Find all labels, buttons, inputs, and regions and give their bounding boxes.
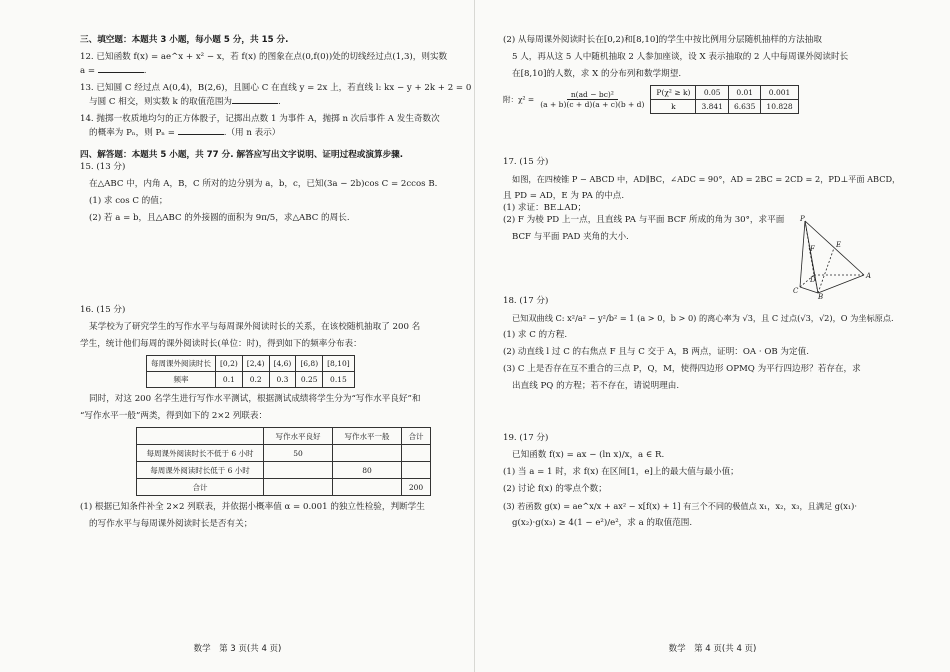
question-18-part-3a: (3) C 上是否存在互不重合的三点 P，Q，M，使得四边形 OPMQ 为平行四边形？若存在，求 <box>503 364 861 374</box>
question-19-part-2: (2) 讨论 f(x) 的零点个数； <box>503 484 607 494</box>
frequency-table-header <box>147 356 355 372</box>
section-solution-heading: 四、解答题：本题共 5 小题，共 77 分. 解答应写出文字说明、证明过程或演算步骤. <box>80 150 404 160</box>
chi-square-appendix <box>503 85 910 114</box>
ct-r1-0: 每周课外阅读时长不低于 6 小时 <box>137 445 264 462</box>
question-18-part-1: (1) 求 C 的方程. <box>503 330 568 340</box>
question-17-part-2b: BCF 与平面 PAD 夹角的大小. <box>512 232 629 242</box>
contingency-row-2 <box>137 462 431 479</box>
answer-blank-13[interactable] <box>232 94 278 104</box>
question-17-heading: 17. (15 分) <box>503 157 549 167</box>
ct-header-0 <box>137 428 264 445</box>
question-14-line-2: 的概率为 Pₙ，则 Pₙ = .（用 n 表示） <box>80 125 459 139</box>
ct-r1-3 <box>402 445 431 462</box>
question-16-stem-4: “写作水平一般”两类，得到如下的 2×2 列联表： <box>80 411 268 421</box>
fig-label-B: B <box>818 293 824 300</box>
question-17-stem-2: 且 PD = AD，E 为 PA 的中点. <box>503 191 625 201</box>
question-18-part-3b: 出直线 PQ 的方程；若不存在，请说明理由. <box>512 381 680 391</box>
contingency-table <box>136 427 431 496</box>
question-16-part-1a: (1) 根据已知条件补全 2×2 列联表，并依据小概率值 α = 0.001 的独立性检验，判断学生 <box>80 502 425 512</box>
crit-r-1: 3.841 <box>696 100 728 114</box>
frequency-table <box>146 355 355 388</box>
crit-h-3: 0.001 <box>761 86 798 100</box>
segment-BE <box>818 248 834 293</box>
question-16-part-1b: 的写作水平与每周课外阅读时长是否有关； <box>89 519 253 529</box>
question-16-stem-1: 某学校为了研究学生的写作水平与每周课外阅读时长的关系，在该校随机抽取了 200 名 <box>89 322 421 332</box>
question-18-stem: 已知双曲线 C: x²/a² − y²/b² = 1 (a > 0，b > 0) 的离心率为 √3，且 C 过点(√3，√2)，O 为坐标原点. <box>512 313 894 323</box>
fig-label-F: F <box>810 245 815 253</box>
contingency-row-1 <box>137 445 431 462</box>
question-16-part-2a: (2) 从每周课外阅读时长在[0,2)和[8,10]的学生中按比例用分层随机抽样的方法抽取 <box>503 35 822 45</box>
contingency-row-total <box>137 479 431 496</box>
question-16-stem-3: 同时，对这 200 名学生进行写作水平测试，根据测试成绩将学生分为“写作水平良好”和 <box>89 394 421 404</box>
page-3-footer: 数学 第 3 页(共 4 页) <box>193 644 282 654</box>
edge-CB <box>800 287 818 293</box>
freq-cell-2: 0.2 <box>242 372 269 388</box>
question-15-heading: 15. (13 分) <box>80 162 126 172</box>
formula-denominator: (a + b)(c + d)(a + c)(b + d) <box>540 100 645 109</box>
ct-r2-3 <box>402 462 431 479</box>
ct-r1-2 <box>333 445 402 462</box>
fig-label-P: P <box>800 215 805 223</box>
freq-header-5: [8,10] <box>323 356 355 372</box>
question-19-heading: 19. (17 分) <box>503 433 549 443</box>
question-16-heading: 16. (15 分) <box>80 305 126 315</box>
crit-r-3: 10.828 <box>761 100 798 114</box>
question-17-part-1: (1) 求证：BE⊥AD； <box>503 203 587 213</box>
freq-header-4: [6,8) <box>296 356 323 372</box>
ct-r2-2: 80 <box>333 462 402 479</box>
question-15-stem: 在△ABC 中，内角 A，B，C 所对的边分别为 a，b，c，已知(3a − 2b)cos C = 2ccos B. <box>89 179 438 189</box>
question-15-part-1: (1) 求 cos C 的值； <box>89 196 168 206</box>
question-15-part-2: (2) 若 a = b，且△ABC 的外接圆的面积为 9π/5，求△ABC 的周长. <box>89 213 350 223</box>
question-19-part-1: (1) 当 a = 1 时，求 f(x) 在区间[1，e]上的最大值与最小值； <box>503 467 739 477</box>
question-19-stem: 已知函数 f(x) = ax − (ln x)/x，a ∈ R. <box>512 450 665 460</box>
formula-numerator: n(ad − bc)² <box>567 90 618 100</box>
question-19-part-3a: (3) 若函数 g(x) = ae^x/x + ax² − x[f(x) + 1] 有三个不同的极值点 x₁，x₂，x₃，且满足 g(x₁)· <box>503 501 857 511</box>
ct-header-2: 写作水平一般 <box>333 428 402 445</box>
question-18-part-2: (2) 动直线 l 过 C 的右焦点 F 且与 C 交于 A，B 两点，证明：OA · OB 为定值. <box>503 347 809 357</box>
ct-r1-1: 50 <box>264 445 333 462</box>
answer-blank-14[interactable] <box>178 125 224 135</box>
question-17-stem-1: 如图，在四棱锥 P − ABCD 中，AD∥BC，∠ADC = 90°，AD = 2BC = 2CD = 2，PD⊥平面 ABCD， <box>512 174 901 184</box>
ct-r3-2 <box>333 479 402 496</box>
question-19-part-3b: g(x₂)·g(x₃) ≥ 4(1 − e²)/e²，求 a 的取值范围. <box>512 518 693 528</box>
question-18-heading: 18. (17 分) <box>503 296 549 306</box>
chi-square-formula <box>540 90 644 109</box>
ct-r3-0: 合计 <box>137 479 264 496</box>
crit-r-2: 6.635 <box>728 100 760 114</box>
freq-cell-4: 0.25 <box>296 372 323 388</box>
crit-h-2: 0.01 <box>728 86 760 100</box>
freq-header-2: [2,4) <box>242 356 269 372</box>
ct-r3-3: 200 <box>402 479 431 496</box>
question-16-stem-2: 学生，统计他们每周的课外阅读时长(单位：时)，得到如下的频率分布表： <box>80 339 362 349</box>
question-12-line-2: a = . <box>80 63 459 77</box>
crit-r-0: k <box>651 100 696 114</box>
pyramid-figure <box>792 215 872 300</box>
question-17-part-2a: (2) F 为棱 PD 上一点，且直线 PA 与平面 BCF 所成的角为 30°，求平面 <box>503 215 785 225</box>
fig-label-C: C <box>793 287 799 295</box>
ct-r2-1 <box>264 462 333 479</box>
question-16-part-2b: 5 人，再从这 5 人中随机抽取 2 人参加座谈，设 X 表示抽取的 2 人中每周课外阅读时长 <box>512 52 849 62</box>
fig-label-E: E <box>836 241 842 249</box>
freq-cell-1: 0.1 <box>216 372 243 388</box>
question-13-line-2: 与圆 C 相交，则实数 k 的取值范围为 . <box>80 94 459 108</box>
freq-cell-0: 频率 <box>147 372 216 388</box>
critical-header <box>651 86 798 100</box>
formula-lead: 附：χ² = <box>503 94 535 104</box>
freq-header-3: [4,6) <box>269 356 296 372</box>
crit-h-0: P(χ² ≥ k) <box>651 86 696 100</box>
section-fill-blank-heading: 三、填空题：本题共 3 小题，每小题 5 分，共 15 分. <box>80 35 289 45</box>
fig-label-D: D <box>810 276 816 284</box>
question-14-line-1: 14. 抛掷一枚质地均匀的正方体骰子，记掷出点数 1 为事件 A，抛掷 n 次后事件 A 发生奇数次 <box>80 114 440 124</box>
freq-cell-5: 0.15 <box>323 372 355 388</box>
answer-blank-12[interactable] <box>98 63 144 73</box>
freq-header-1: [0,2) <box>216 356 243 372</box>
question-13-line-1: 13. 已知圆 C 经过点 A(0,4)，B(2,6)，且圆心 C 在直线 y = 2x 上，若直线 l: kx − y + 2k + 2 = 0 <box>80 83 472 93</box>
freq-header-0: 每周课外阅读时长 <box>147 356 216 372</box>
page-4-footer: 数学 第 4 页(共 4 页) <box>668 644 757 654</box>
page-4 <box>475 0 950 672</box>
freq-cell-3: 0.3 <box>269 372 296 388</box>
edge-BA <box>818 275 864 293</box>
critical-row <box>651 100 798 114</box>
frequency-table-row <box>147 372 355 388</box>
question-12-line-1: 12. 已知函数 f(x) = ae^x + x² − x，若 f(x) 的图象在点(0,f(0))处的切线经过点(1,3)，则实数 <box>80 52 448 62</box>
question-16-part-2c: 在[8,10]的人数，求 X 的分布列和数学期望. <box>512 69 682 79</box>
critical-value-table <box>650 85 798 114</box>
crit-h-1: 0.05 <box>696 86 728 100</box>
ct-header-3: 合计 <box>402 428 431 445</box>
ct-r2-0: 每周课外阅读时长低于 6 小时 <box>137 462 264 479</box>
contingency-header <box>137 428 431 445</box>
ct-header-1: 写作水平良好 <box>264 428 333 445</box>
fig-label-A: A <box>866 272 872 280</box>
edge-PC <box>800 221 805 287</box>
ct-r3-1 <box>264 479 333 496</box>
